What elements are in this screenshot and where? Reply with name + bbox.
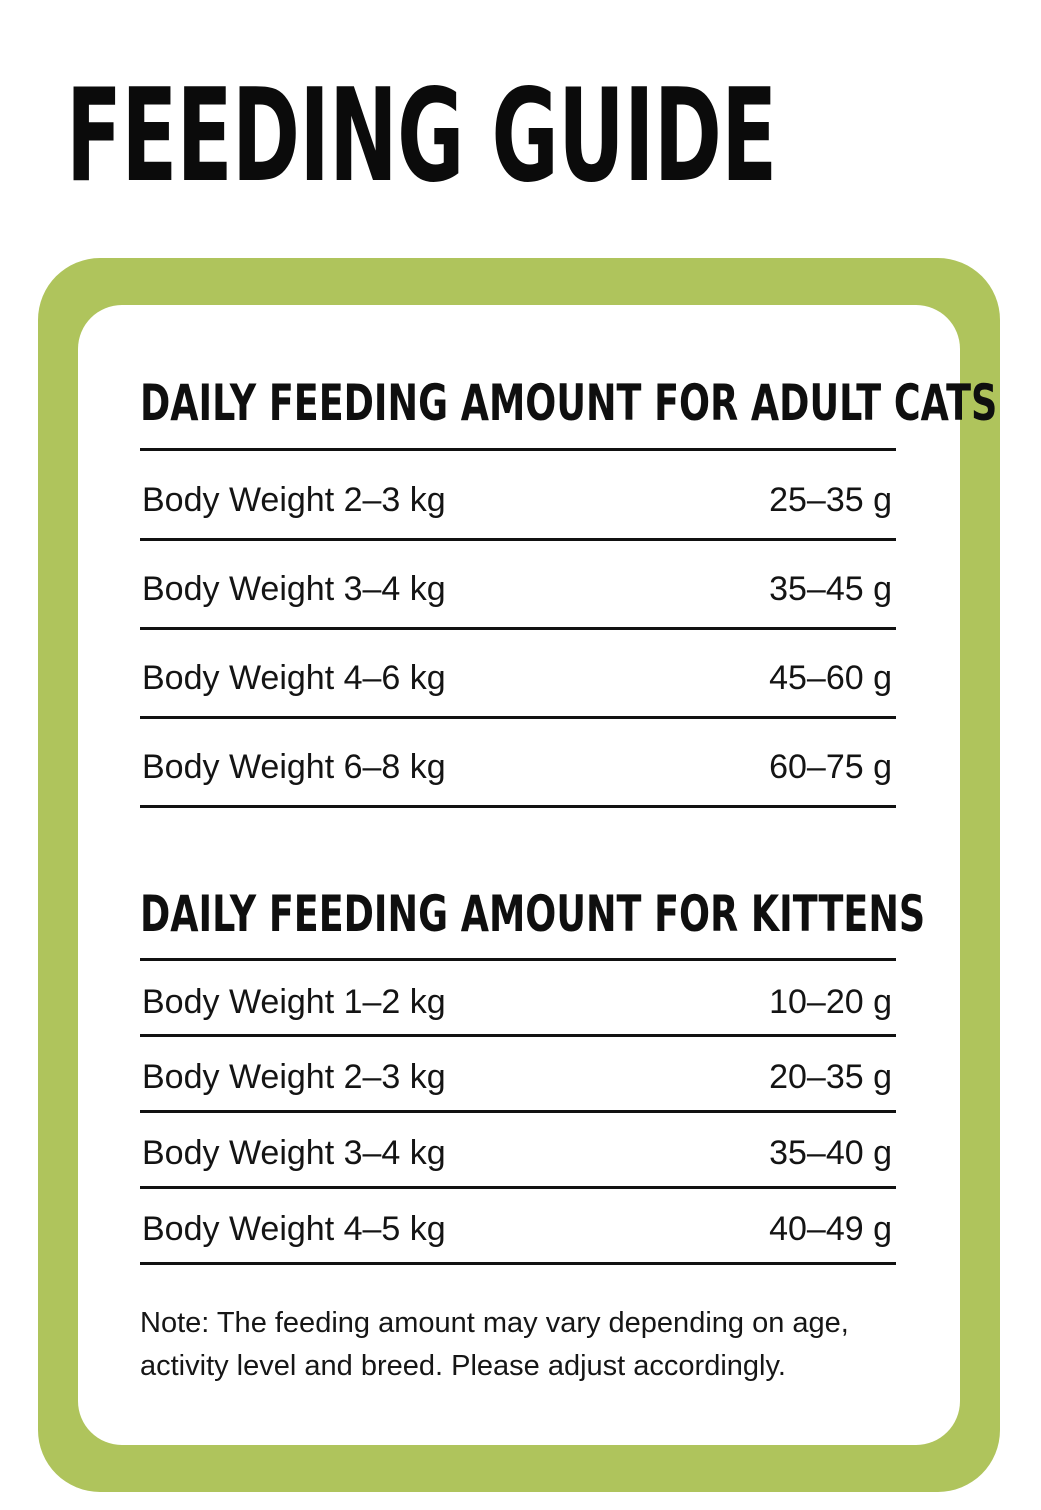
table-divider bbox=[140, 1262, 896, 1265]
note-line-2: activity level and breed. Please adjust accordingly. bbox=[140, 1350, 786, 1382]
kitten-row-2-amount: 20–35 g bbox=[769, 1058, 892, 1096]
adult-row-4-amount: 60–75 g bbox=[769, 748, 892, 786]
page-title: FEEDING GUIDE bbox=[66, 62, 777, 211]
adult-row-2-weight: Body Weight 3–4 kg bbox=[142, 570, 446, 608]
kitten-row-4-weight: Body Weight 4–5 kg bbox=[142, 1210, 446, 1248]
table-divider bbox=[140, 448, 896, 451]
table-divider bbox=[140, 1110, 896, 1113]
kitten-row-1-amount: 10–20 g bbox=[769, 983, 892, 1021]
adult-row-4-weight: Body Weight 6–8 kg bbox=[142, 748, 446, 786]
adult-row-2-amount: 35–45 g bbox=[769, 570, 892, 608]
note-line-1: Note: The feeding amount may vary depending on age, bbox=[140, 1307, 849, 1339]
table-divider bbox=[140, 716, 896, 719]
adult-row-3-amount: 45–60 g bbox=[769, 659, 892, 697]
kitten-row-3-weight: Body Weight 3–4 kg bbox=[142, 1134, 446, 1172]
content-card bbox=[78, 305, 960, 1445]
table-divider bbox=[140, 1186, 896, 1189]
kitten-row-2-weight: Body Weight 2–3 kg bbox=[142, 1058, 446, 1096]
kitten-section-heading: DAILY FEEDING AMOUNT FOR KITTENS bbox=[140, 885, 926, 943]
feeding-note bbox=[140, 1302, 910, 1388]
kitten-row-4-amount: 40–49 g bbox=[769, 1210, 892, 1248]
adult-section-heading: DAILY FEEDING AMOUNT FOR ADULT CATS bbox=[140, 374, 998, 432]
adult-row-3-weight: Body Weight 4–6 kg bbox=[142, 659, 446, 697]
table-divider bbox=[140, 538, 896, 541]
table-divider bbox=[140, 958, 896, 961]
table-divider bbox=[140, 1034, 896, 1037]
adult-row-1-weight: Body Weight 2–3 kg bbox=[142, 481, 446, 519]
table-divider bbox=[140, 627, 896, 630]
table-divider bbox=[140, 805, 896, 808]
adult-row-1-amount: 25–35 g bbox=[769, 481, 892, 519]
kitten-row-1-weight: Body Weight 1–2 kg bbox=[142, 983, 446, 1021]
kitten-row-3-amount: 35–40 g bbox=[769, 1134, 892, 1172]
